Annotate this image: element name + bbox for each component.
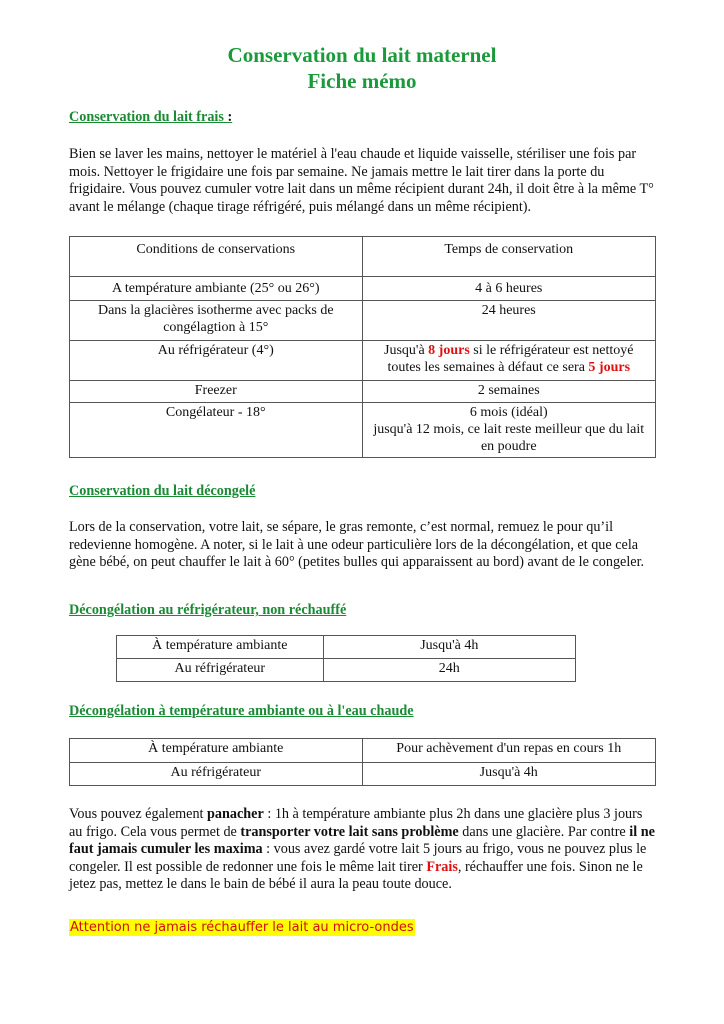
text: : vous avez gardé votre lait 5 jours au frigo, vous ne pouvez plus le congeler. Il est possible de redonner une fois le même lait tirer — [69, 841, 647, 875]
table-row — [70, 277, 656, 301]
time-text: Jusqu'à — [384, 343, 429, 358]
table-header-cell: Temps de conservation — [362, 237, 656, 277]
table-row — [117, 659, 576, 682]
heading-fridge-thaw: Décongélation au réfrigérateur, non réchauffé — [69, 602, 347, 618]
table-cell-time — [362, 341, 656, 381]
text: , réchauffer une fois. Sinon ne le jetez pas, mettez le dans le bain de bébé il aura la peau toute douce. — [69, 858, 643, 892]
table-row — [70, 381, 656, 403]
time-text: si le réfrigérateur est nettoyé toutes les semaines à défaut ce sera — [387, 343, 634, 375]
microwave-warning: Attention ne jamais réchauffer le lait au micro-ondes — [70, 920, 414, 935]
thawed-milk-paragraph: Lors de la conservation, votre lait, se sépare, le gras remonte, c’est normal, remuez le pour qu’il redevienne homogène. A noter, si le lait à une odeur particulière lors de la décongélation, et que cela gène bébé, on peut chauffer le lait à 60° (petites bulles qui apparaissent au bord) avant de le congeler. — [69, 519, 645, 570]
document-title: Conservation du lait maternel — [227, 43, 497, 67]
heading-warm-thaw: Décongélation à température ambiante ou à l'eau chaude — [69, 703, 414, 719]
table-cell-condition: A température ambiante (25° ou 26°) — [70, 277, 363, 301]
table-row — [70, 301, 656, 341]
table-cell-condition: À température ambiante — [70, 739, 363, 763]
table-cell-condition: À température ambiante — [117, 636, 324, 659]
table-cell-condition: Au réfrigérateur — [117, 659, 324, 682]
text: dans une glacière. Par contre — [458, 823, 630, 840]
table-cell-condition: Dans la glacières isotherme avec packs de congélagtion à 15° — [70, 301, 363, 341]
time-line: jusqu'à 12 mois, ce lait reste meilleur que du lait en poudre — [373, 422, 645, 454]
text: : 1h à température ambiante plus 2h dans une glacière plus 3 jours au frigo. Cela vous permet de — [69, 806, 643, 840]
table-row — [70, 403, 656, 458]
table-cell-condition: Congélateur - 18° — [70, 403, 363, 458]
bold-panacher: panacher — [207, 806, 264, 822]
heading-fresh-milk-text: Conservation du lait frais — [69, 109, 224, 125]
time-line: 6 mois (idéal) — [469, 405, 548, 420]
table-cell-condition: Au réfrigérateur — [70, 763, 363, 786]
table-row — [70, 341, 656, 381]
heading-colon: : — [223, 109, 233, 125]
highlight-5-days: 5 jours — [588, 360, 631, 375]
table-cell-time: 4 à 6 heures — [362, 277, 656, 301]
table-cell-condition: Au réfrigérateur (4°) — [70, 341, 363, 381]
table-cell-time: Jusqu'à 4h — [323, 636, 575, 659]
table-header-cell: Conditions de conservations — [70, 237, 363, 277]
text: Vous pouvez également — [69, 806, 208, 822]
highlight-frais: Frais — [426, 858, 458, 875]
table-row — [117, 636, 576, 659]
table-cell-condition: Freezer — [70, 381, 363, 403]
warm-thaw-table — [69, 738, 656, 786]
bold-transport: transporter votre lait sans problème — [240, 823, 459, 840]
table-row — [70, 763, 656, 786]
table-header-row — [70, 237, 656, 277]
heading-fresh-milk — [69, 109, 232, 126]
highlight-8-days: 8 jours — [428, 343, 470, 358]
fresh-milk-table — [69, 236, 656, 458]
table-cell-time: 2 semaines — [362, 381, 656, 403]
fresh-milk-paragraph: Bien se laver les mains, nettoyer le matériel à l'eau chaude et liquide vaisselle, stériliser une fois par mois. Nettoyer le frigidaire une fois par semaine. Ne jamais mettre le lait tirer dans la porte du frigidaire. Vous pouvez cumuler votre lait dans un même récipient durant 24h, il doit être à la même T° avant le mélange (chaque tirage réfrigéré, puis mélangé dans un même récipient). — [69, 146, 654, 215]
table-cell-time: 24h — [323, 659, 575, 682]
fridge-thaw-table — [116, 635, 576, 682]
heading-thawed-milk: Conservation du lait décongelé — [69, 483, 256, 499]
table-cell-time — [362, 403, 656, 458]
closing-paragraph — [69, 806, 659, 894]
table-row — [70, 739, 656, 763]
table-cell-time: Pour achèvement d'un repas en cours 1h — [362, 739, 656, 763]
document-subtitle: Fiche mémo — [307, 69, 417, 93]
bold-maxima: il ne faut jamais cumuler les maxima — [69, 823, 655, 857]
table-cell-time: Jusqu'à 4h — [362, 763, 656, 786]
table-cell-time: 24 heures — [362, 301, 656, 341]
